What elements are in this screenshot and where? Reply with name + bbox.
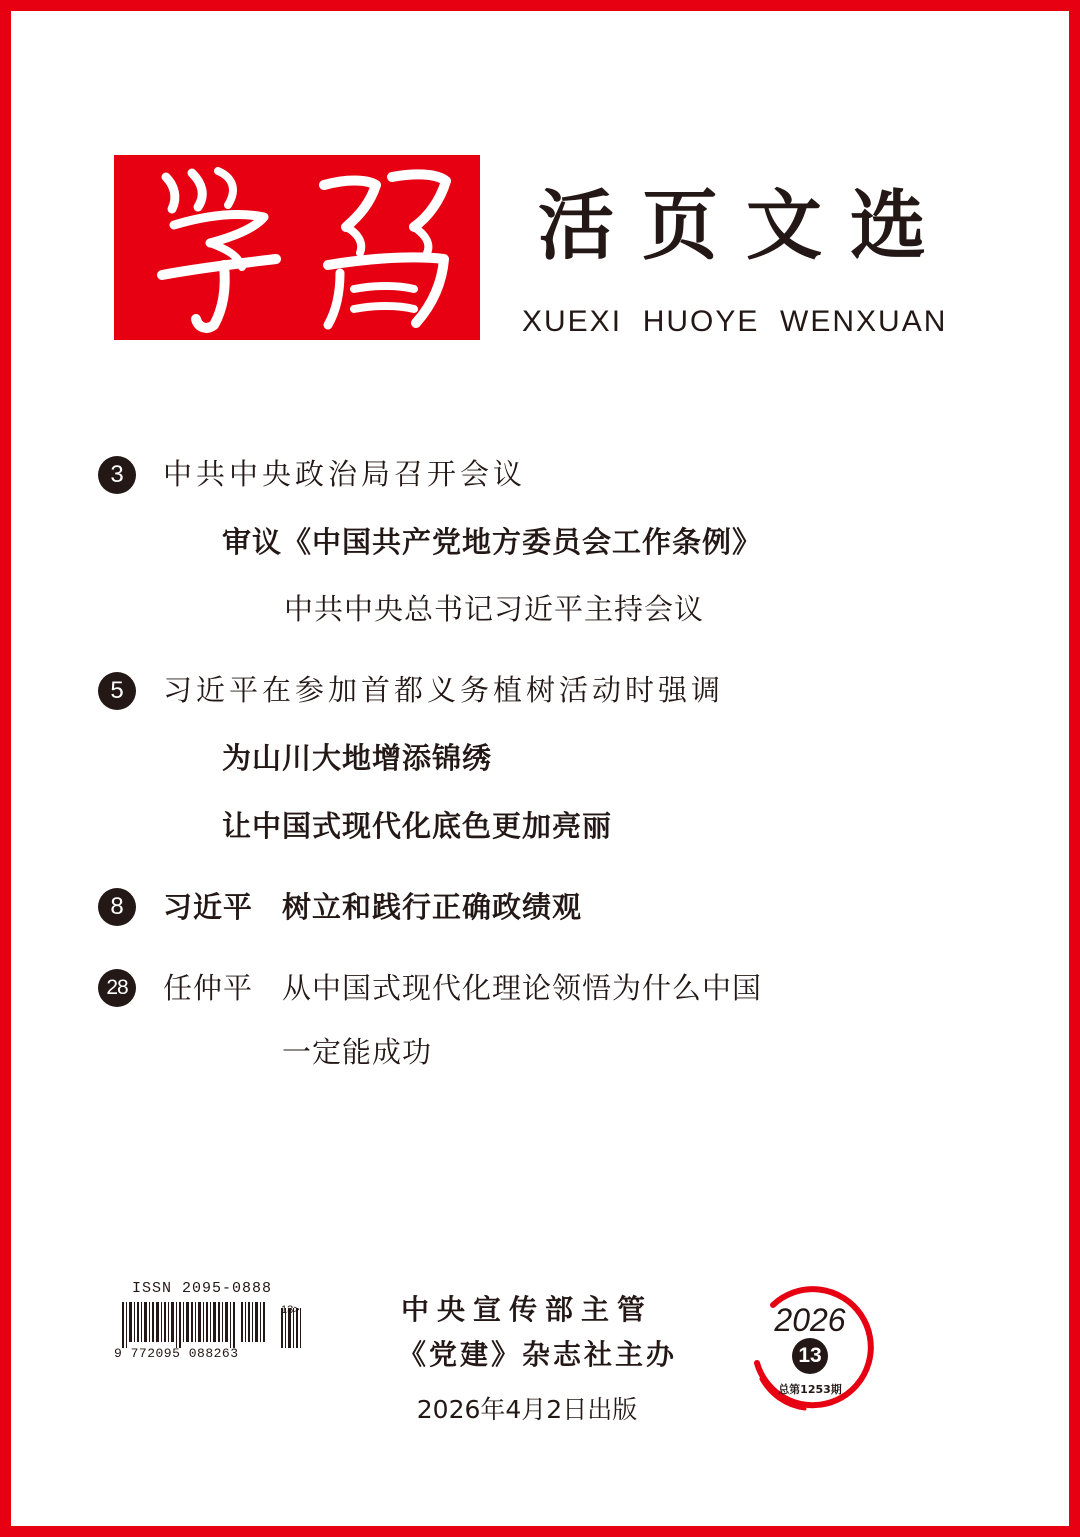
issue-total: 总第1253期 (778, 1383, 842, 1396)
issue-year: 2026 (774, 1302, 846, 1338)
toc-subtitle[interactable]: 中共中央总书记习近平主持会议 (284, 592, 705, 626)
magazine-title-pinyin: XUEXI HUOYE WENXUAN (522, 305, 948, 338)
publisher-supervisor: 中央宣传部主管 (400, 1293, 653, 1326)
toc-author: 任仲平 (163, 971, 254, 1005)
toc-subtitle[interactable]: 为山川大地增添锦绣 (222, 741, 493, 775)
publisher-sponsor: 《党建》杂志社主办 (398, 1338, 678, 1371)
toc-article-title-continued[interactable]: 一定能成功 (282, 1035, 433, 1069)
toc-page-badge: 28 (98, 969, 136, 1007)
toc-heading[interactable]: 中共中央政治局召开会议 (163, 457, 527, 491)
toc-page-badge: 3 (98, 456, 136, 494)
toc-heading[interactable]: 习近平在参加首都义务植树活动时强调 (163, 673, 725, 707)
toc-author: 习近平 (163, 890, 254, 924)
toc-article-title[interactable]: 从中国式现代化理论领悟为什么中国 (282, 971, 763, 1005)
masthead-logo (114, 155, 480, 340)
barcode-addon: 13> (281, 1304, 300, 1316)
toc-subtitle[interactable]: 审议《中国共产党地方委员会工作条例》 (222, 525, 763, 559)
toc-article-title[interactable]: 树立和践行正确政绩观 (282, 890, 583, 924)
toc-subtitle[interactable]: 让中国式现代化底色更加亮丽 (222, 809, 613, 843)
issue-number: 13 (792, 1338, 828, 1374)
toc-page-badge: 8 (98, 888, 136, 926)
magazine-title: 活页文选 (538, 181, 954, 270)
calligraphy-logo-icon (114, 155, 480, 340)
issn-number: ISSN 2095-0888 (132, 1280, 273, 1297)
publication-date: 2026年4月2日出版 (416, 1395, 638, 1424)
barcode-digits: 9 772095 088263 (114, 1346, 239, 1361)
toc-page-badge: 5 (98, 672, 136, 710)
